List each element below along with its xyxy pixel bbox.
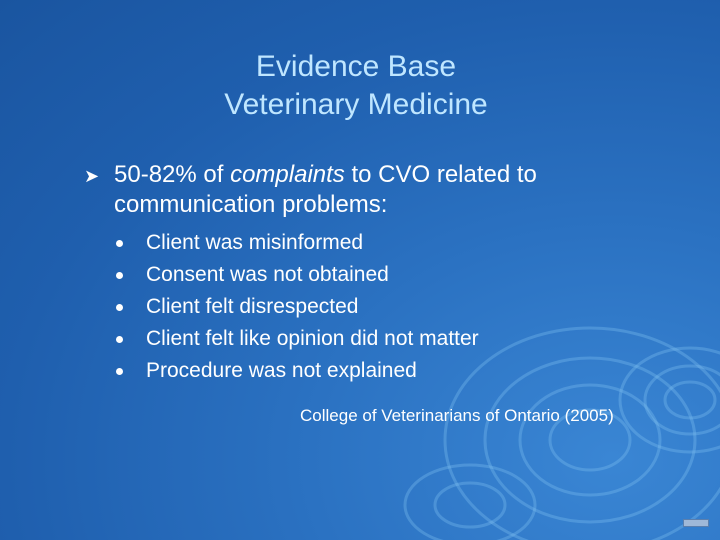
slide-title: [0, 48, 720, 124]
sub-bullet-text: Consent was not obtained: [146, 263, 389, 286]
title-line-2: Veterinary Medicine: [224, 88, 488, 121]
slide-navigation-icon[interactable]: [683, 519, 709, 527]
sub-bullet-list: [116, 227, 479, 387]
sub-bullet-text: Client felt like opinion did not matter: [146, 327, 479, 350]
sub-bullet-item: [116, 355, 479, 387]
sub-bullet-item: [116, 291, 479, 323]
sub-bullet-item: [116, 227, 479, 259]
arrow-bullet-icon: ➤: [84, 166, 100, 186]
bullet-dot-icon: [116, 368, 123, 375]
bullet-dot-icon: [116, 304, 123, 311]
sub-bullet-item: [116, 259, 479, 291]
sub-bullet-text: Procedure was not explained: [146, 359, 417, 382]
sub-bullet-text: Client was misinformed: [146, 231, 364, 254]
main-bullet: [84, 160, 644, 220]
bullet-dot-icon: [116, 272, 123, 279]
bullet-dot-icon: [116, 336, 123, 343]
sub-bullet-item: [116, 323, 479, 355]
title-line-1: Evidence Base: [255, 50, 457, 83]
citation: College of Veterinarians of Ontario (2005): [300, 406, 614, 425]
main-text-italic: complaints: [230, 161, 345, 188]
main-bullet-text: [114, 160, 644, 220]
bullet-dot-icon: [116, 240, 123, 247]
main-text-after: to CVO related to communication problems:: [114, 161, 537, 218]
main-text-before: 50-82% of: [114, 161, 231, 188]
sub-bullet-text: Client felt disrespected: [146, 295, 359, 318]
